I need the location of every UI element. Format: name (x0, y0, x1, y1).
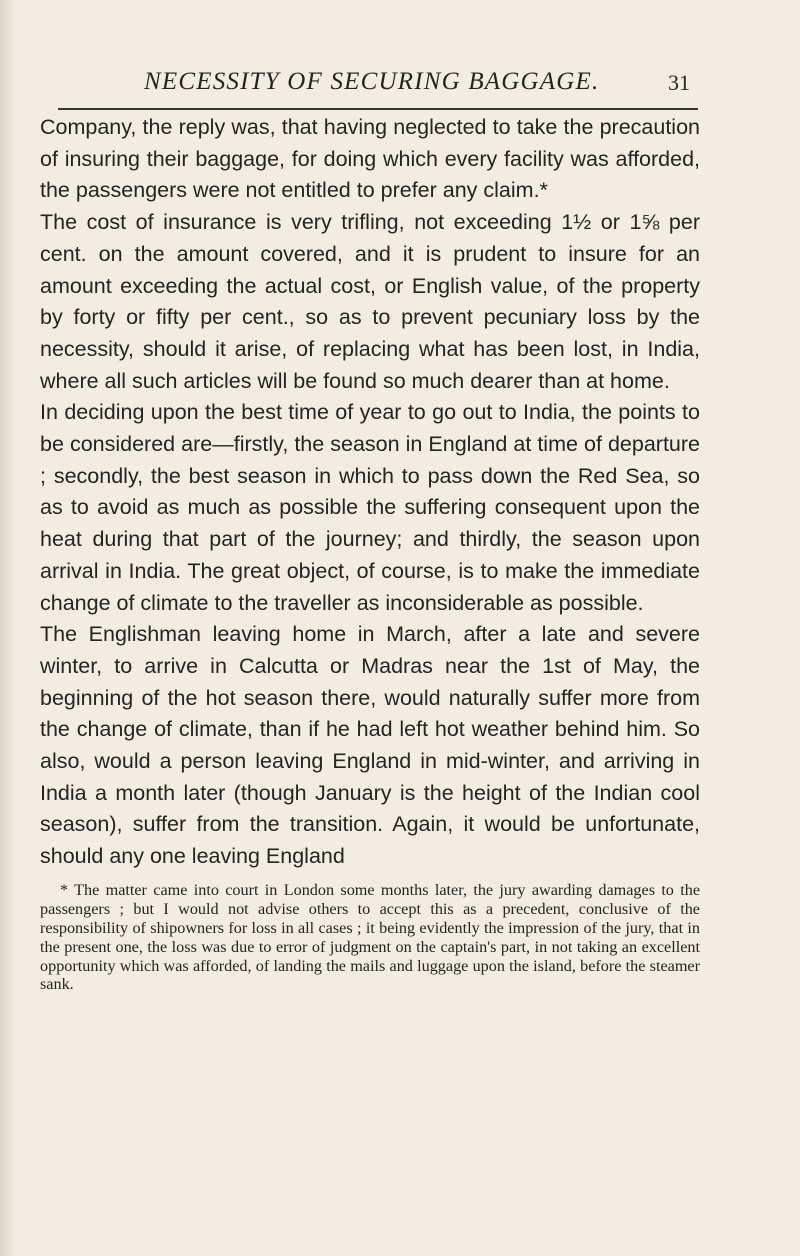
paragraph-1: Company, the reply was, that having neglected to take the precaution of insuring their baggage, for doing which every facility was afforded, the passengers were not entitled to prefer any claim.* (40, 115, 700, 203)
header-rule (58, 108, 698, 110)
footnote: * The matter came into court in London some months later, the jury awarding damages to the passengers ; but I would not advise others to accept this as a precedent, conclusive of the responsibility of shipowners for loss in all cases ; it being evidently the impression of the jury, that in the present one, the loss was due to error of judgment on the captain's part, in not taking an excellent opportunity which was afforded, of landing the mails and luggage upon the island, before the steamer sank. (40, 880, 700, 994)
paragraph-3: In deciding upon the best time of year to go out to India, the points to be considered are—firstly, the season in England at time of departure ; secondly, the best season in which to pass down the Red Sea, so as to avoid as much as possible the suffering consequent upon the heat during that part of the journey; and thirdly, the season upon arrival in India. The great object, of course, is to make the immediate change of climate to the traveller as inconsiderable as possible. (40, 400, 700, 615)
page-spine-shadow (0, 0, 16, 1256)
paragraph-2: The cost of insurance is very trifling, not exceeding 1½ or 1⅝ per cent. on the amount covered, and it is prudent to insure for an amount exceeding the actual cost, or English value, of the property by forty or fifty per cent., so as to prevent pecuniary loss by the necessity, should it arise, of replacing what has been lost, in India, where all such articles will be found so much dearer than at home. (40, 210, 700, 393)
page-number: 31 (668, 70, 690, 95)
page-header (58, 68, 698, 112)
paragraph-4: The Englishman leaving home in March, after a late and severe winter, to arrive in Calcutta or Madras near the 1st of May, the beginning of the hot season there, would naturally suffer more from the change of climate, than if he had left hot weather behind him. So also, would a person leaving England in mid-winter, and arriving in India a month later (though January is the height of the Indian cool season), suffer from the transition. Again, it would be unfortunate, should any one leaving England (40, 622, 700, 869)
body-text (40, 112, 700, 994)
running-title: NECESSITY OF SECURING BAGGAGE. (144, 68, 600, 95)
